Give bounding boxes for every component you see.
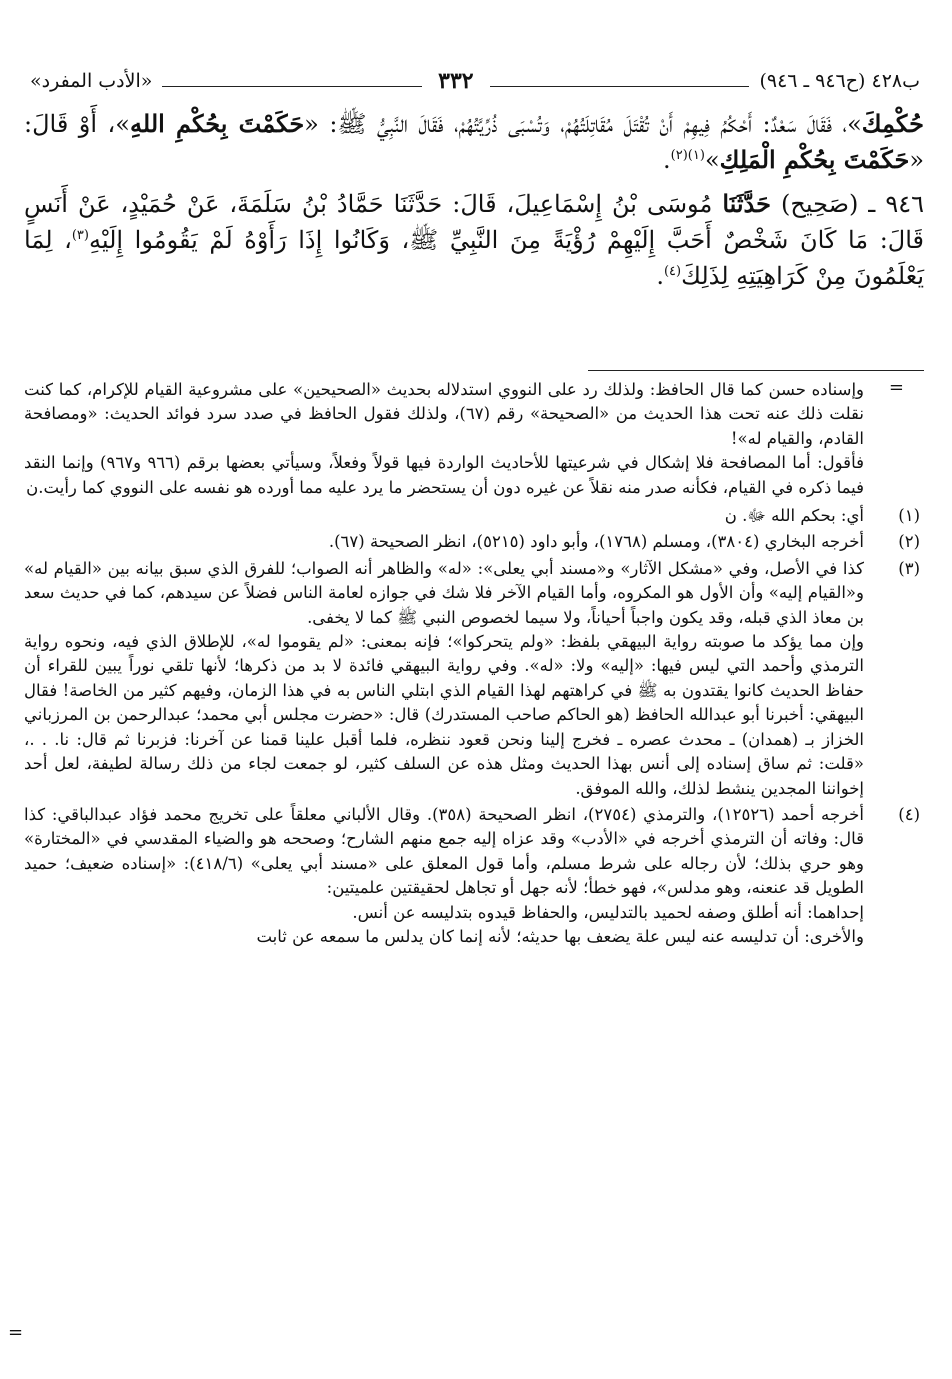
text-run: » <box>704 146 720 174</box>
main-text <box>24 106 924 302</box>
bold-phrase: حُكْمِكَ <box>861 109 924 138</box>
bold-phrase: حَكَمْتَ بِحُكْمِ اللهِ <box>130 109 305 138</box>
footnote-number: (٢) <box>898 532 920 552</box>
footnote-1 <box>24 504 924 528</box>
footnote-ref: (٤) <box>663 264 682 279</box>
text-run: ، لِمَا يَعْلَمُونَ مِنْ كَرَاهِيَتِهِ لِذَلِكَ <box>24 226 924 290</box>
header-hadith-ref: ب٤٢٨ (ح٩٤٦ ـ ٩٤٦) <box>759 70 920 92</box>
footnotes <box>24 378 924 951</box>
footnote-number: (٣) <box>898 558 920 578</box>
footnote-text: والأخرى: أن تدليسه عنه ليس علة يضعف بها حديثه؛ لأنه إنما كان يدلس ما سمعه عن ثابت <box>256 926 864 946</box>
footnote-text: وإن مما يؤكد ما صوبته رواية البيهقي بلفظ: «ولم يتحركوا»؛ فإنه بمعنى: «لم يقوموا له»، للإطلاق الذي فيه، ونحوه رواية الترمذي وأحمد التي ليس فيها: «إليه» ولا: «له». وفي رواية البيهقي فائدة لا بد من ذكرها؛ لأنها تلقي نوراً يبين للقراء أن حفاظ الحديث كانوا يقتدون به ﷺ في كراهتهم لهذا القيام الذي ابتلي الناس به في هذا الزمان، وفيهم كثير من الخاصة! فقال البيهقي: أخبرنا أبو عبدالله الحافظ (هو الحاكم صاحب المستدرك) قال: «حضرت مجلس أبي محمد؛ عبدالرحمن بن المرزباني الخزاز بـ (همدان) ـ محدث عصره ـ فخرج إلينا ونحن قعود ننظره، فلما أقبل علينا قمنا عن آخرنا: فزبرنا ثم قال: نا. . .، «قلت: ثم ساق إسناده إلى أنس بهذا الحديث ومثل هذه عن السلف كثير، لو جمعت لجاء من ذلك رسالة لطيفة، لعل أحد إخواننا المجدين ينشط لذلك، والله الموفق. <box>24 632 864 798</box>
footnote-continuation <box>24 378 924 500</box>
footnote-paragraph: وإسناده حسن كما قال الحافظ: ولذلك رد على النووي استدلاله بحديث «الصحيحين» على مشروعية القيام للإكرام، كما كنت نقلت ذلك عنه تحت هذا الحديث من «الصحيحة» رقم (٦٧)، ولذلك فقول الحافظ في صدد سرد فوائد الحديث: «ومصافحة القادم، والقيام له»! <box>24 380 864 448</box>
header-book-title: «الأدب المفرد» <box>30 70 153 92</box>
text-run: »، أَوْ قَالَ: « <box>24 110 924 174</box>
footnote-text: كذا في الأصل، وفي «مشكل الآثار» و«مسند أبي يعلى»: «له» والظاهر أنه الصواب؛ للفرق الذي سبق بيانه بين «القيام له» و«القيام إليه» وأن الأول هو المكروه، وأما القيام الآخر فلا شك في جوازه لعامة الناس فضلاً عن سيدهم، كما في حديث سعد بن معاذ الذي قبله، وقد يكون واجباً أحياناً، ولا سيما لخصوص النبي ﷺ كما لا يخفى. <box>24 558 864 627</box>
header-rule-left <box>162 86 422 87</box>
main-paragraph-1 <box>24 106 924 178</box>
footnote-3 <box>24 557 924 801</box>
page-number: ٣٣٢ <box>438 68 474 94</box>
footnote-paragraph: فأقول: أما المصافحة فلا إشكال في شرعيتها للأحاديث الواردة فيها قولاً وفعلاً، وسيأتي بعضها برقم (٩٦٦ و٩٦٧) وإنما النقد فيما ذكره في القيام، فكأنه صدر منه نقلاً عن غيره دون أن يستحضر ما يرد عليه مما أورده هو نفسه على النووي كما رأيت.ن <box>24 453 864 497</box>
footnote-text: أي: بحكم الله ﷻ. ن <box>724 506 864 526</box>
text-run: . <box>656 262 664 290</box>
continues-mark: = <box>8 1322 24 1343</box>
text-run: مُوسَى بْنُ إِسْمَاعِيلَ، قَالَ: حَدَّثَنَا حَمَّادُ بْنُ سَلَمَةَ، عَنْ حُمَيْدٍ، عَنْ أَنَسٍ قَالَ: مَا كَانَ شَخْصٌ أَحَبَّ إِلَيْهِمْ رُؤْيَةً مِنَ النَّبِيِّ ﷺ، وَكَانُوا إِذَا رَأَوْهُ لَمْ يَقُومُوا إِلَيْهِ <box>24 190 925 254</box>
footnote-text: أخرجه البخاري (٣٨٠٤)، ومسلم (١٧٦٨)، وأبو داود (٥٢١٥)، انظر الصحيحة (٦٧). <box>328 532 864 552</box>
hadith-number: ٩٤٦ ـ (صَحِيح) <box>770 190 925 218</box>
hadith-946 <box>24 186 924 294</box>
footnote-2 <box>24 530 924 554</box>
header-rule-right <box>490 86 750 87</box>
footnote-number: (١) <box>898 506 920 526</box>
page-header <box>30 66 920 96</box>
footnote-text: أخرجه أحمد (١٢٥٢٦)، والترمذي (٢٧٥٤)، انظر الصحيحة (٣٥٨). وقال الألباني معلقاً على تخريج محمد فؤاد عبدالباقي: كذا قال: وفاته أن الترمذي أخرجه في «الأدب» وقد عزاه إليه جمع منهم الشارح؛ وصححه هو والضياء المقدسي في «المختارة» وهو حري بذلك؛ لأن رجاله على شرط مسلم، وأما قول المعلق على «مسند أبي يعلى» (٤١٨/٦): «إسناده ضعيف؛ حميد الطويل قد عنعنه، وهو مدلس»، فهو خطأ؛ لأنه جهل أو تجاهل لحقيقتين علميتين: <box>24 804 865 898</box>
footnote-4 <box>24 803 924 949</box>
footnote-number: (٤) <box>898 804 920 824</box>
text-run: . <box>663 146 671 174</box>
bold-phrase: حَكَمْتَ بِحُكْمِ الْمَلِكِ <box>719 145 910 174</box>
text-run: »، فَقَالَ سَعْدٌ: أَحْكُمُ فِيهِمْ أَنْ تُقْتَلَ مُقَاتِلَتُهُمْ، وَتُسْبَى ذُرِّيَّتُهُمْ، فَقَالَ النَّبِيُّ ﷺ: « <box>304 110 862 138</box>
footnote-text: إحداهما: أنه أطلق وصفه لحميد بالتدليس، والحفاظ قيدوه بتدليسه عن أنس. <box>352 902 864 922</box>
bold-phrase: حَدَّثَنَا <box>722 189 771 218</box>
footnote-ref: (٣) <box>71 228 89 243</box>
footnote-ref: (١)(٢) <box>670 148 705 163</box>
footnote-separator <box>588 370 924 371</box>
continuation-mark: = <box>888 377 904 398</box>
